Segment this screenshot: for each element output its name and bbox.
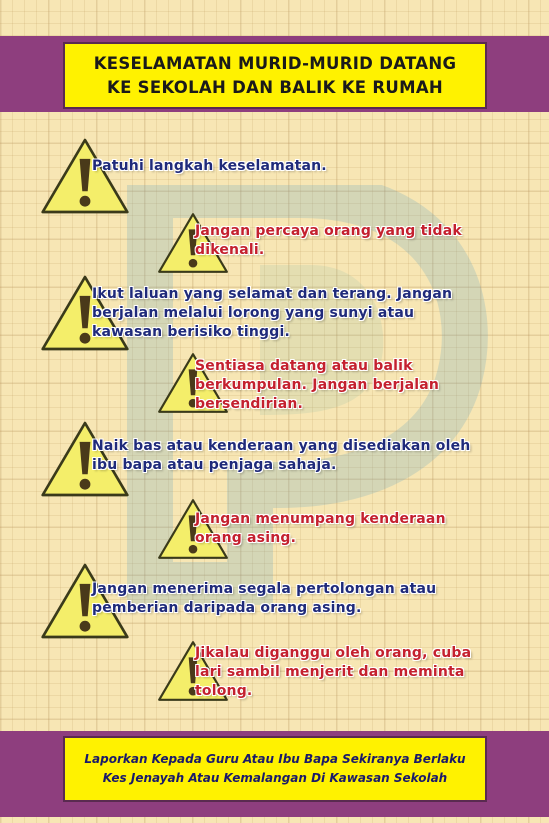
rule-5-line-2: ibu bapa atau penjaga sahaja. (92, 457, 337, 473)
rule-2-text (195, 222, 462, 260)
rule-3-line-2: berjalan melalui lorong yang sunyi atau (92, 305, 415, 321)
title-line-1: KESELAMATAN MURID-MURID DATANG (93, 53, 457, 73)
rule-2-line-2: dikenali. (195, 242, 265, 258)
rule-1-text (92, 157, 327, 176)
rule-6-text (195, 510, 446, 548)
title-line-2: KE SEKOLAH DAN BALIK KE RUMAH (106, 77, 444, 97)
rule-1-line-1: Patuhi langkah keselamatan. (92, 158, 327, 174)
footer-box (63, 736, 487, 802)
rule-4-line-1: Sentiasa datang atau balik (195, 358, 413, 374)
rule-3-line-3: kawasan berisiko tinggi. (92, 324, 290, 340)
rule-3-text (92, 285, 452, 342)
rule-3-line-1: Ikut laluan yang selamat dan terang. Jangan (92, 286, 453, 302)
rule-8-text (195, 644, 471, 701)
rule-4-text (195, 357, 439, 414)
rule-6-line-1: Jangan menumpang kenderaan (195, 511, 446, 527)
title-box (63, 42, 487, 109)
rule-7-line-1: Jangan menerima segala pertolongan atau (92, 581, 437, 597)
warning-triangle-icon (40, 137, 130, 215)
rule-4-line-2: berkumpulan. Jangan berjalan (195, 377, 440, 393)
rule-5-line-1: Naik bas atau kenderaan yang disediakan oleh (92, 438, 471, 454)
rule-2-line-1: Jangan percaya orang yang tidak (195, 223, 462, 239)
rule-8-line-2: lari sambil menjerit dan meminta (195, 664, 465, 680)
rule-6-line-2: orang asing. (195, 530, 297, 546)
footer-line-2: Kes Jenayah Atau Kemalangan Di Kawasan Sekolah (102, 771, 448, 785)
rule-8-line-1: Jikalau diganggu oleh orang, cuba (195, 645, 472, 661)
rule-5-text (92, 437, 470, 475)
rule-8-line-3: tolong. (195, 683, 253, 699)
rule-7-line-2: pemberian daripada orang asing. (92, 600, 362, 616)
rule-4-line-3: bersendirian. (195, 396, 304, 412)
footer-line-1: Laporkan Kepada Guru Atau Ibu Bapa Sekiranya Berlaku (84, 752, 466, 766)
rule-7-text (92, 580, 436, 618)
